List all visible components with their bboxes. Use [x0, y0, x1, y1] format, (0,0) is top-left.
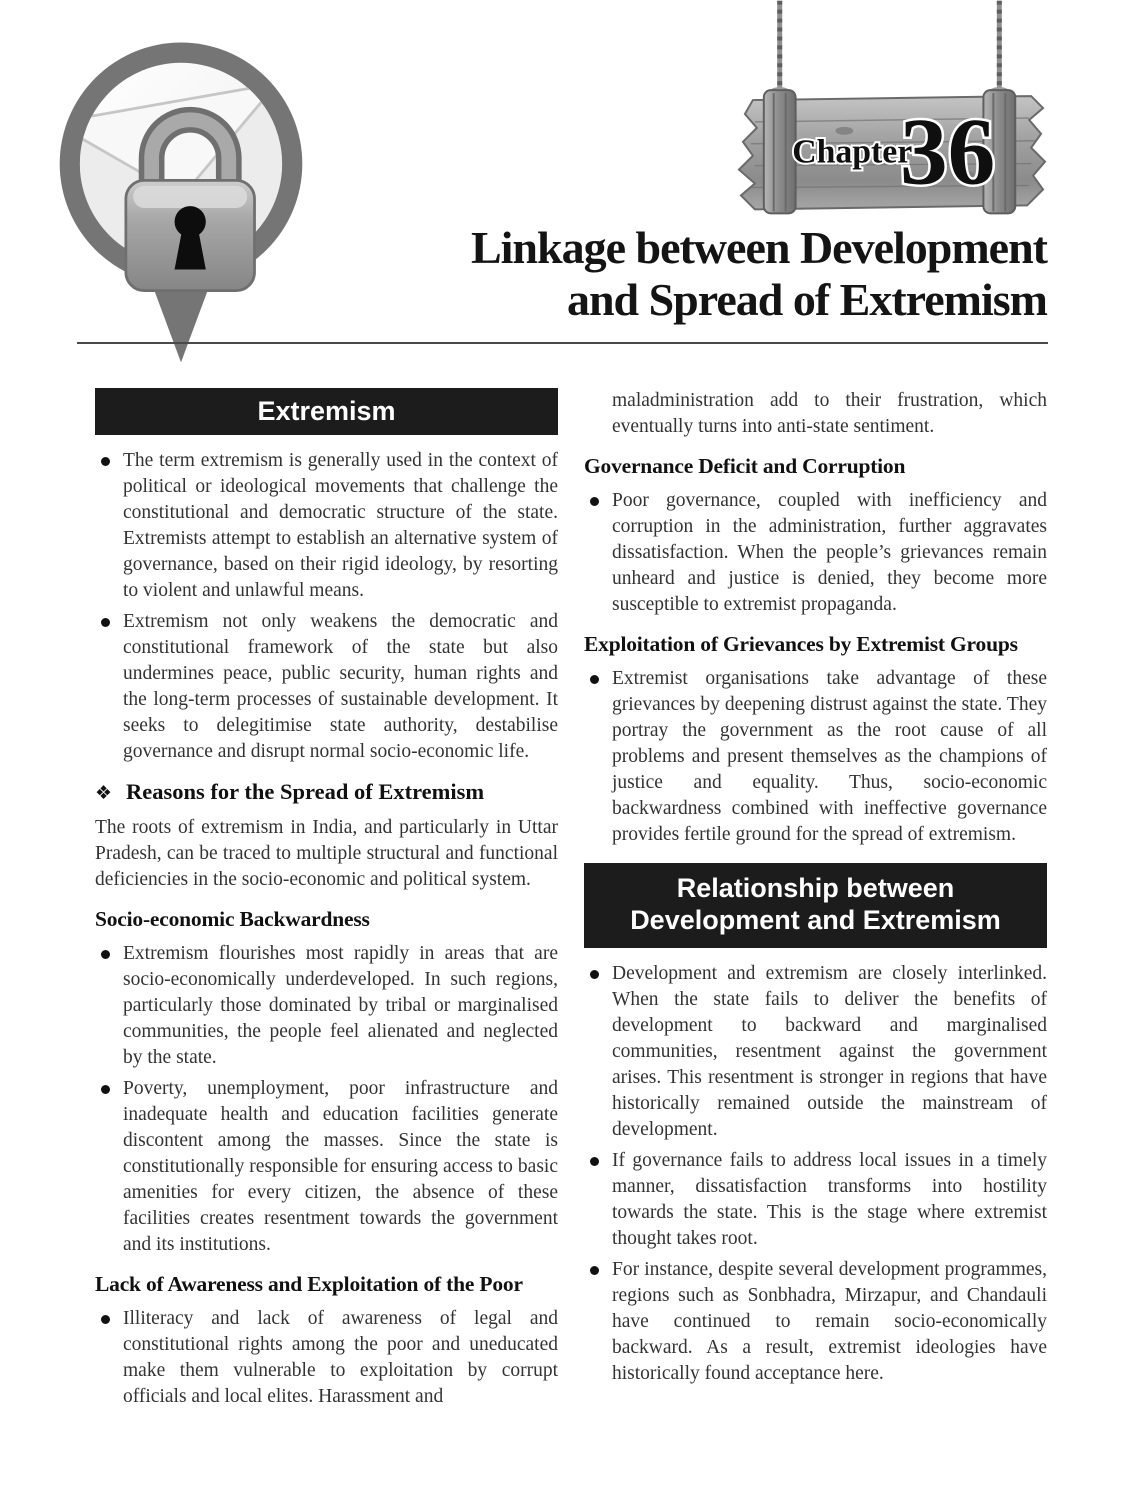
bullet-text: Extremism not only weakens the democratic and constitutional framework of the state but also undermines peace, public security, human rights and the long-term processes of sustainable development. It seeks to delegitimise state authority, destabilise governance and disrupt normal socio-economic life.: [123, 611, 558, 763]
wooden-sign-icon: [733, 0, 1051, 220]
section-banner-relationship: Relationship between Development and Extremism: [584, 863, 1047, 948]
bullet-text: Poor governance, coupled with inefficiency and corruption in the administration, further aggravates dissatisfaction. When the people’s grievances remain unheard and justice is denied, they become more susceptible to extremist propaganda.: [612, 490, 1047, 615]
bullet-dot-icon: [101, 457, 110, 466]
bullet-dot-icon: [590, 1266, 599, 1275]
list-item: [584, 1148, 1047, 1252]
bullet-dot-icon: [101, 950, 110, 959]
title-divider: [77, 342, 1048, 344]
list-item: [584, 1257, 1047, 1387]
page-title-line2: and Spread of Extremism: [566, 274, 1047, 326]
list-item: [584, 666, 1047, 848]
bullet-dot-icon: [101, 618, 110, 627]
bullet-dot-icon: [590, 497, 599, 506]
page-title-line1: Linkage between Development: [470, 222, 1047, 273]
page-title: [471, 222, 1047, 327]
list-item: [584, 488, 1047, 618]
security-pin-illustration: [35, 26, 327, 366]
diamond-marker-icon: ❖: [95, 782, 113, 805]
bullet-text: The term extremism is generally used in the context of political or ideological movements that challenge the constitutional and democratic structure of the state. Extremists attempt to establish an alternative system of governance, based on their rigid ideology, by resorting to violent and unlawful means.: [123, 450, 558, 602]
bullet-text: Illiteracy and lack of awareness of legal and constitutional rights among the poor and uneducated make them vulnerable to exploitation by corrupt officials and local elites. Harassment and: [123, 1308, 558, 1408]
bullet-text: Poverty, unemployment, poor infrastructure and inadequate health and education facilities generate discontent among the masses. Since the state is constitutionally responsible for ensuring access to basic amenities for every citizen, the absence of these facilities creates resentment towards the government and its institutions.: [123, 1078, 558, 1256]
list-item: [95, 941, 558, 1071]
section-heading-reasons: [95, 779, 558, 806]
subheading-lack-of-awareness: Lack of Awareness and Exploitation of the Poor: [95, 1272, 523, 1297]
list-item: [95, 448, 558, 604]
bullet-dot-icon: [101, 1085, 110, 1094]
bullet-text: Extremist organisations take advantage of these grievances by deepening distrust against the state. They portray the government as the root cause of all problems and present themselves as the champions of justice and equality. Thus, socio-economic backwardness combined with ineffective governance provides fertile ground for the spread of extremism.: [612, 668, 1047, 845]
list-item: [95, 1076, 558, 1258]
page-body: [95, 388, 1047, 1415]
right-column: [584, 388, 1047, 1415]
bullet-dot-icon: [590, 970, 599, 979]
rope-icon: [768, 1, 1011, 102]
list-item: [95, 609, 558, 765]
list-item: [584, 961, 1047, 1143]
section-banner-extremism: Extremism: [95, 388, 558, 435]
padlock-pin-icon: [35, 26, 327, 366]
bullet-dot-icon: [101, 1315, 110, 1324]
bullet-dot-icon: [590, 1157, 599, 1166]
list-item: [95, 1306, 558, 1410]
continuation-paragraph: maladministration add to their frustration, which eventually turns into anti-state sentiment.: [612, 390, 1047, 437]
section-heading-text: Reasons for the Spread of Extremism: [126, 779, 485, 805]
bullet-text: Extremism flourishes most rapidly in areas that are socio-economically underdeveloped. In such regions, particularly those dominated by tribal or marginalised communities, the people feel alienated and neglected by the state.: [123, 943, 558, 1069]
chapter-label: Chapter: [792, 133, 913, 171]
left-column: [95, 388, 558, 1415]
intro-paragraph: The roots of extremism in India, and particularly in Uttar Pradesh, can be traced to multiple structural and functional deficiencies in the socio-economic and political system.: [95, 817, 558, 891]
subheading-socio-economic: Socio-economic Backwardness: [95, 907, 370, 932]
chapter-signboard: [733, 0, 1051, 220]
bullet-text: If governance fails to address local issues in a timely manner, dissatisfaction transforms into hostility towards the state. This is the stage where extremist thought takes root.: [612, 1149, 1047, 1249]
subheading-governance-deficit: Governance Deficit and Corruption: [584, 454, 906, 478]
bullet-text: For instance, despite several development programmes, regions such as Sonbhadra, Mirzapur, and Chandauli have continued to remain socio-economically backward. As a result, extremist ideologies have historically found acceptance here.: [612, 1258, 1047, 1384]
chapter-number: 36: [899, 98, 996, 205]
bullet-dot-icon: [590, 675, 599, 684]
subheading-exploitation-grievances: Exploitation of Grievances by Extremist Groups: [584, 632, 1018, 656]
bullet-text: Development and extremism are closely interlinked. When the state fails to deliver the benefits of development to backward and marginalised communities, resentment against the government arises. This resentment is stronger in regions that have historically remained outside the mainstream of development.: [612, 962, 1047, 1140]
